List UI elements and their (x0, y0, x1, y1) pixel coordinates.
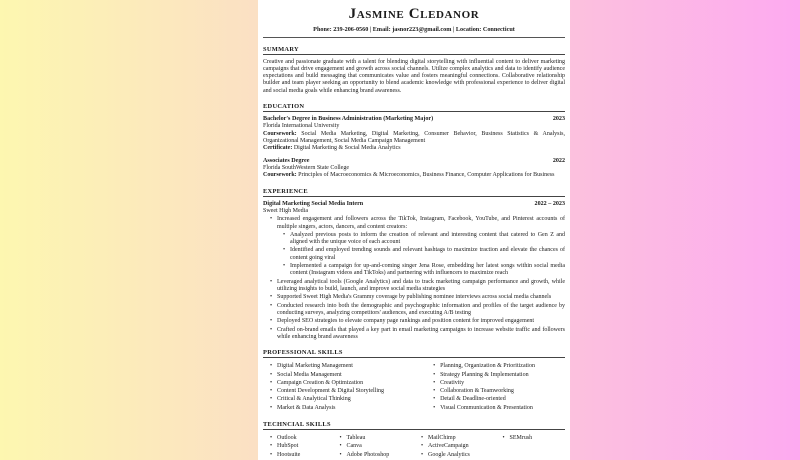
technical-skills-column (414, 435, 496, 460)
tool-item: • Outlook (277, 435, 332, 442)
degree-year: 2022 (552, 157, 565, 164)
education-entry-header (263, 158, 565, 165)
skill-item: • Digital Marketing Management (277, 363, 426, 370)
tool-item: • Hootsuite (277, 452, 332, 459)
skill-item: • Detail & Deadline-oriented (440, 396, 565, 403)
skill-item: • Planning, Organization & Prioritization (440, 363, 565, 370)
experience-entry-header (263, 201, 565, 208)
section-heading-education: EDUCATION (263, 103, 565, 112)
resume-name: Jasmine Cledanor (348, 6, 480, 22)
skill-item: • Critical & Analytical Thinking (277, 396, 426, 403)
technical-skills-column (496, 435, 565, 460)
tool-item: • ActiveCampaign (428, 443, 496, 450)
degree-title: Bachelor's Degree in Business Administration (Marketing Major) (263, 116, 434, 123)
professional-skills-right-column (426, 363, 565, 413)
experience-sub-bullet: • Implemented a campaign for up-and-coming singer Jena Rose, embedding her latest songs within social media content (Instagram videos and TikToks) and partnering with influencers to maximize reach (290, 263, 565, 278)
tool-item: • HubSpot (277, 443, 332, 450)
resume-document (258, 0, 570, 460)
experience-bullet: • Crafted on-brand emails that played a key part in email marketing campaigns to increase website traffic and followers while enhancing brand awareness (277, 327, 565, 342)
degree-year: 2023 (552, 116, 565, 123)
experience-entry (263, 201, 565, 342)
tool-item: • Adobe Photoshop (346, 452, 414, 459)
job-dates: 2022 – 2023 (534, 200, 565, 207)
summary-text: Creative and passionate graduate with a talent for blending digital storytelling with influential content to deliver marketing campaigns that drive engagement and growth across social channels. Utilize complex analytics and data to identify audience expectations and build messaging that communicates value and fosters meaningful connections. Collaborative relationship builder and team player seeking an opportunity to blend academic knowledge with professional experience to deliver digital and social media goals while enhancing brand awareness. (263, 58, 565, 94)
section-heading-professional-skills: PROFESSIONAL SKILLS (263, 349, 565, 358)
skill-item: • Collaboration & Teamworking (440, 388, 565, 395)
experience-bullet: • Leveraged analytical tools (Google Analytics) and data to track marketing campaign performance and growth, while utilizing insights to build, launch, and improve social media strategies (277, 279, 565, 294)
company-name: Sweet High Media (263, 207, 308, 214)
coursework-text: Social Media Marketing, Digital Marketing, Consumer Behavior, Business Statistics & Analysis, Organizational Management, Social Media Campaign Management (263, 130, 566, 144)
skill-item: • Social Media Management (277, 372, 426, 379)
education-entry (263, 158, 565, 180)
experience-bullet: • Deployed SEO strategies to elevate company page rankings and position content for improved engagement (277, 318, 565, 325)
professional-skills-left-column (263, 363, 426, 413)
skill-item: • Visual Communication & Presentation (440, 405, 565, 412)
experience-sub-bullet-list (277, 232, 565, 278)
coursework-line (263, 172, 565, 179)
certificate-text: Digital Marketing & Social Media Analytics (293, 145, 401, 152)
skill-item: • Content Development & Digital Storytelling (277, 388, 426, 395)
section-heading-technical-skills: TECHNCIAL SKILLS (263, 421, 565, 430)
tool-item: • Tableau (346, 435, 414, 442)
job-title: Digital Marketing Social Media Intern (263, 200, 364, 207)
skill-item: • Market & Data Analysis (277, 405, 426, 412)
resume-contact-line: Phone: 239-206-0560 | Email: jasnor223@gmail.com | Location: Connecticut (263, 26, 565, 38)
technical-skills-grid (263, 434, 565, 460)
coursework-text: Principles of Macroeconomics & Microeconomics, Business Finance, Computer Applications for Business (298, 172, 555, 179)
certificate-label: Certificate: (263, 145, 293, 152)
school-name: Florida SouthWestern State College (263, 164, 350, 171)
experience-sub-bullet: • Analyzed previous posts to inform the creation of relevant and interesting content that catered to Gen Z and aligned with the unique voice of each account (290, 232, 565, 247)
education-entry-header (263, 116, 565, 123)
experience-bullet-list (263, 216, 565, 341)
education-entry (263, 116, 565, 153)
tool-item: • SEMrush (510, 435, 565, 442)
skill-item: • Creativity (440, 380, 565, 387)
tool-item: • MailChimp (428, 435, 496, 442)
experience-bullet: • Supported Sweet High Media's Grammy coverage by publishing nominee interviews across social media channels (277, 294, 565, 301)
experience-bullet: • Increased engagement and followers across the TikTok, Instagram, Facebook, YouTube, and Pinterest accounts of multiple singers, actors, dancers, and content creators: • Analyzed previous posts to inform the creation of relevant and interesting content that catered to Gen Z and aligned with the unique voice of each account • Identified and employed trending sounds and relevant hashtags to maximize traction and elevate the chances of content going viral • Implemented a campaign for up-and-coming singer Jena Rose, embedding her latest songs within social media content (Instagram videos and TikToks) and partnering with influencers to maximize reach (277, 216, 565, 278)
experience-bullet: • Conducted research into both the demographic and psychographic information and profiles of the target audience by conducting surveys, analyzing competitors' audiences, and executing A/B testing (277, 303, 565, 318)
degree-title: Associates Degree (263, 157, 310, 164)
school-name: Florida International University (263, 123, 340, 130)
coursework-label: Coursework: (263, 130, 297, 137)
experience-sub-bullet: • Identified and employed trending sounds and relevant hashtags to maximize traction and elevate the chances of content going viral (290, 247, 565, 262)
technical-skills-column (263, 435, 332, 460)
coursework-label: Coursework: (263, 172, 297, 179)
certificate-line (263, 145, 565, 152)
coursework-line (263, 131, 565, 146)
skill-item: • Campaign Creation & Optimization (277, 380, 426, 387)
tool-item: • Canva (346, 443, 414, 450)
professional-skills-grid (263, 362, 565, 413)
section-heading-experience: EXPERIENCE (263, 188, 565, 197)
tool-item: • Google Analytics (428, 452, 496, 459)
technical-skills-column (332, 435, 414, 460)
skill-item: • Strategy Planning & Implementation (440, 372, 565, 379)
section-heading-summary: SUMMARY (263, 46, 565, 55)
